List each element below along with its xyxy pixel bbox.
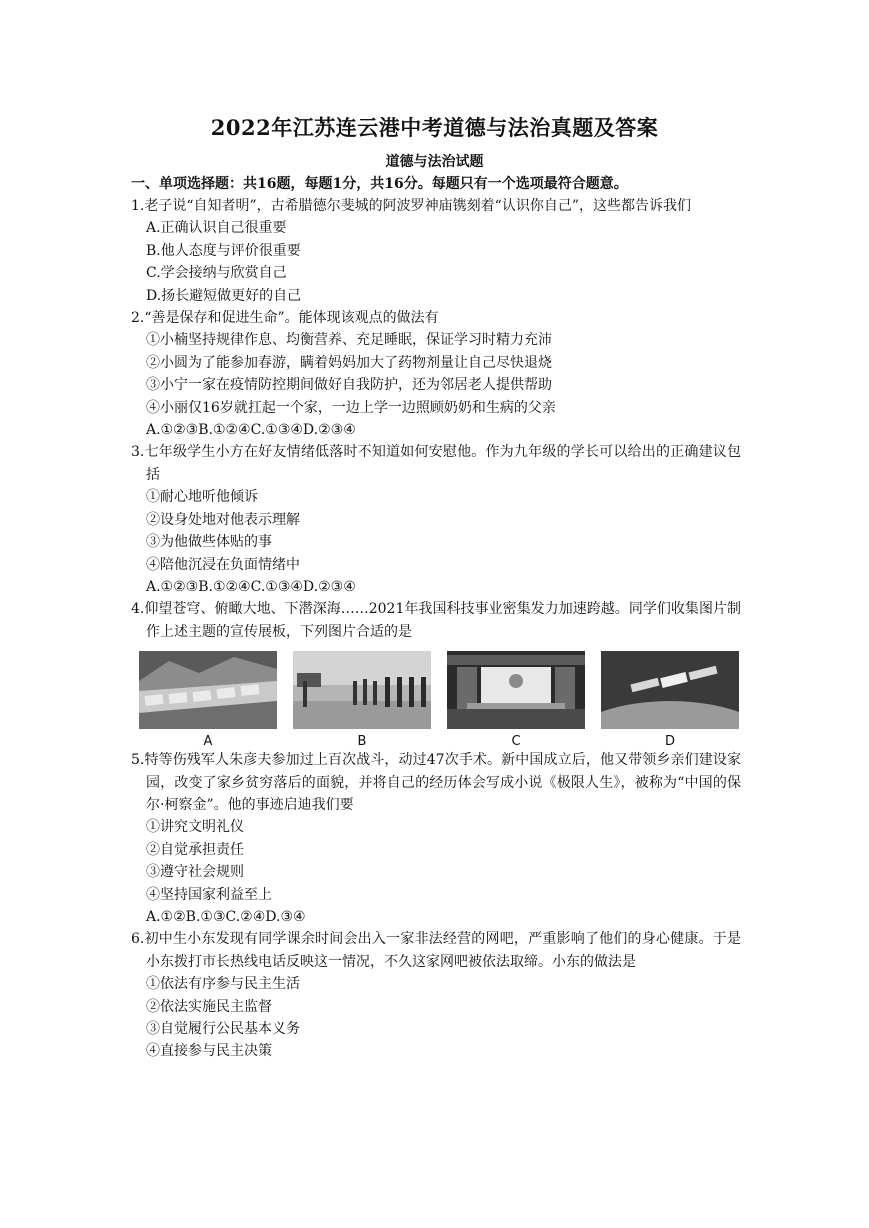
park-sign-photo <box>139 651 277 729</box>
question-3 <box>131 441 741 598</box>
question-1 <box>131 195 741 307</box>
section-heading: 一、单项选择题：共16题，每题1分，共16分。每题只有一个选项最符合题意。 <box>131 176 628 192</box>
option-line: D.扬长避短做更好的自己 <box>146 287 302 304</box>
question-5 <box>131 749 741 928</box>
question-stem: 5.特等伤残军人朱彦夫参加过上百次战斗，动过47次手术。新中国成立后，他又带领乡亲们建设家园，改变了家乡贫穷落后的面貌，并将自己的经历体会写成小说《极限人生》，被称为“中国的保尔·柯察金”。他的事迹启迪我们要 <box>131 752 741 813</box>
answer-options: A.①②B.①③C.②④D.③④ <box>146 908 306 925</box>
space-station-photo <box>601 651 739 729</box>
statement-line: ②小圆为了能参加春游，瞒着妈妈加大了药物剂量让自己尽快退烧 <box>146 354 552 371</box>
statement-line: ②自觉承担责任 <box>146 841 244 858</box>
question-stem: 6.初中生小东发现有同学课余时间会出入一家非法经营的网吧，严重影响了他们的身心健康。于是小东拨打市长热线电话反映这一情况，不久这家网吧被依法取缔。小东的做法是 <box>131 931 741 970</box>
page-title: 2022年江苏连云港中考道德与法治真题及答案 <box>210 115 659 140</box>
statement-line: ③小宁一家在疫情防控期间做好自我防护，还为邻居老人提供帮助 <box>146 377 552 394</box>
statement-line: ①讲究文明礼仪 <box>146 819 244 836</box>
photo-c <box>447 651 585 750</box>
photo-row <box>139 651 739 750</box>
option-line: A.正确认识自己很重要 <box>146 220 287 237</box>
statement-line: ①依法有序参与民主生活 <box>146 976 300 993</box>
option-line: C.学会接纳与欣赏自己 <box>146 265 287 282</box>
question-stem: 1.老子说“自知者明”，古希腊德尔斐城的阿波罗神庙镌刻着“认识你自己”，这些都告诉我们 <box>131 198 691 214</box>
photo-a <box>139 651 277 750</box>
question-4 <box>131 598 741 750</box>
statement-line: ④坚持国家利益至上 <box>146 886 272 903</box>
answer-options: A.①②③B.①②④C.①③④D.②③④ <box>146 578 356 595</box>
statement-line: ④陪他沉浸在负面情绪中 <box>146 556 300 573</box>
question-list <box>131 195 741 1063</box>
statement-line: ③遵守社会规则 <box>146 864 244 881</box>
photo-caption: B <box>357 734 367 750</box>
photo-d <box>601 651 739 750</box>
page-subtitle: 道德与法治试题 <box>385 154 484 170</box>
question-stem: 4.仰望苍穹、俯瞰大地、下潜深海……2021年我国科技事业密集发力加速跨越。同学们收集图片制作上述主题的宣传展板，下列图片合适的是 <box>131 601 741 640</box>
statement-line: ②设身处地对他表示理解 <box>146 511 300 528</box>
ceremony-photo <box>293 651 431 729</box>
option-line: B.他人态度与评价很重要 <box>146 242 301 259</box>
statement-line: ③为他做些体贴的事 <box>146 534 272 551</box>
assembly-hall-photo <box>447 651 585 729</box>
answer-options: A.①②③B.①②④C.①③④D.②③④ <box>146 422 356 439</box>
question-2 <box>131 307 741 441</box>
photo-caption: A <box>203 734 213 750</box>
statement-line: ①耐心地听他倾诉 <box>146 489 258 506</box>
question-6 <box>131 928 741 1062</box>
photo-caption: C <box>511 734 521 750</box>
statement-line: ④直接参与民主决策 <box>146 1043 272 1060</box>
question-stem: 2.“善是保存和促进生命”。能体现该观点的做法有 <box>131 310 439 327</box>
photo-b <box>293 651 431 750</box>
statement-line: ②依法实施民主监督 <box>146 998 272 1015</box>
statement-line: ④小丽仅16岁就扛起一个家，一边上学一边照顾奶奶和生病的父亲 <box>146 399 556 416</box>
photo-caption: D <box>664 734 675 750</box>
statement-line: ③自觉履行公民基本义务 <box>146 1021 300 1037</box>
statement-line: ①小楠坚持规律作息、均衡营养、充足睡眠，保证学习时精力充沛 <box>146 332 552 349</box>
question-stem: 3.七年级学生小方在好友情绪低落时不知道如何安慰他。作为九年级的学长可以给出的正确建议包括 <box>131 444 741 483</box>
